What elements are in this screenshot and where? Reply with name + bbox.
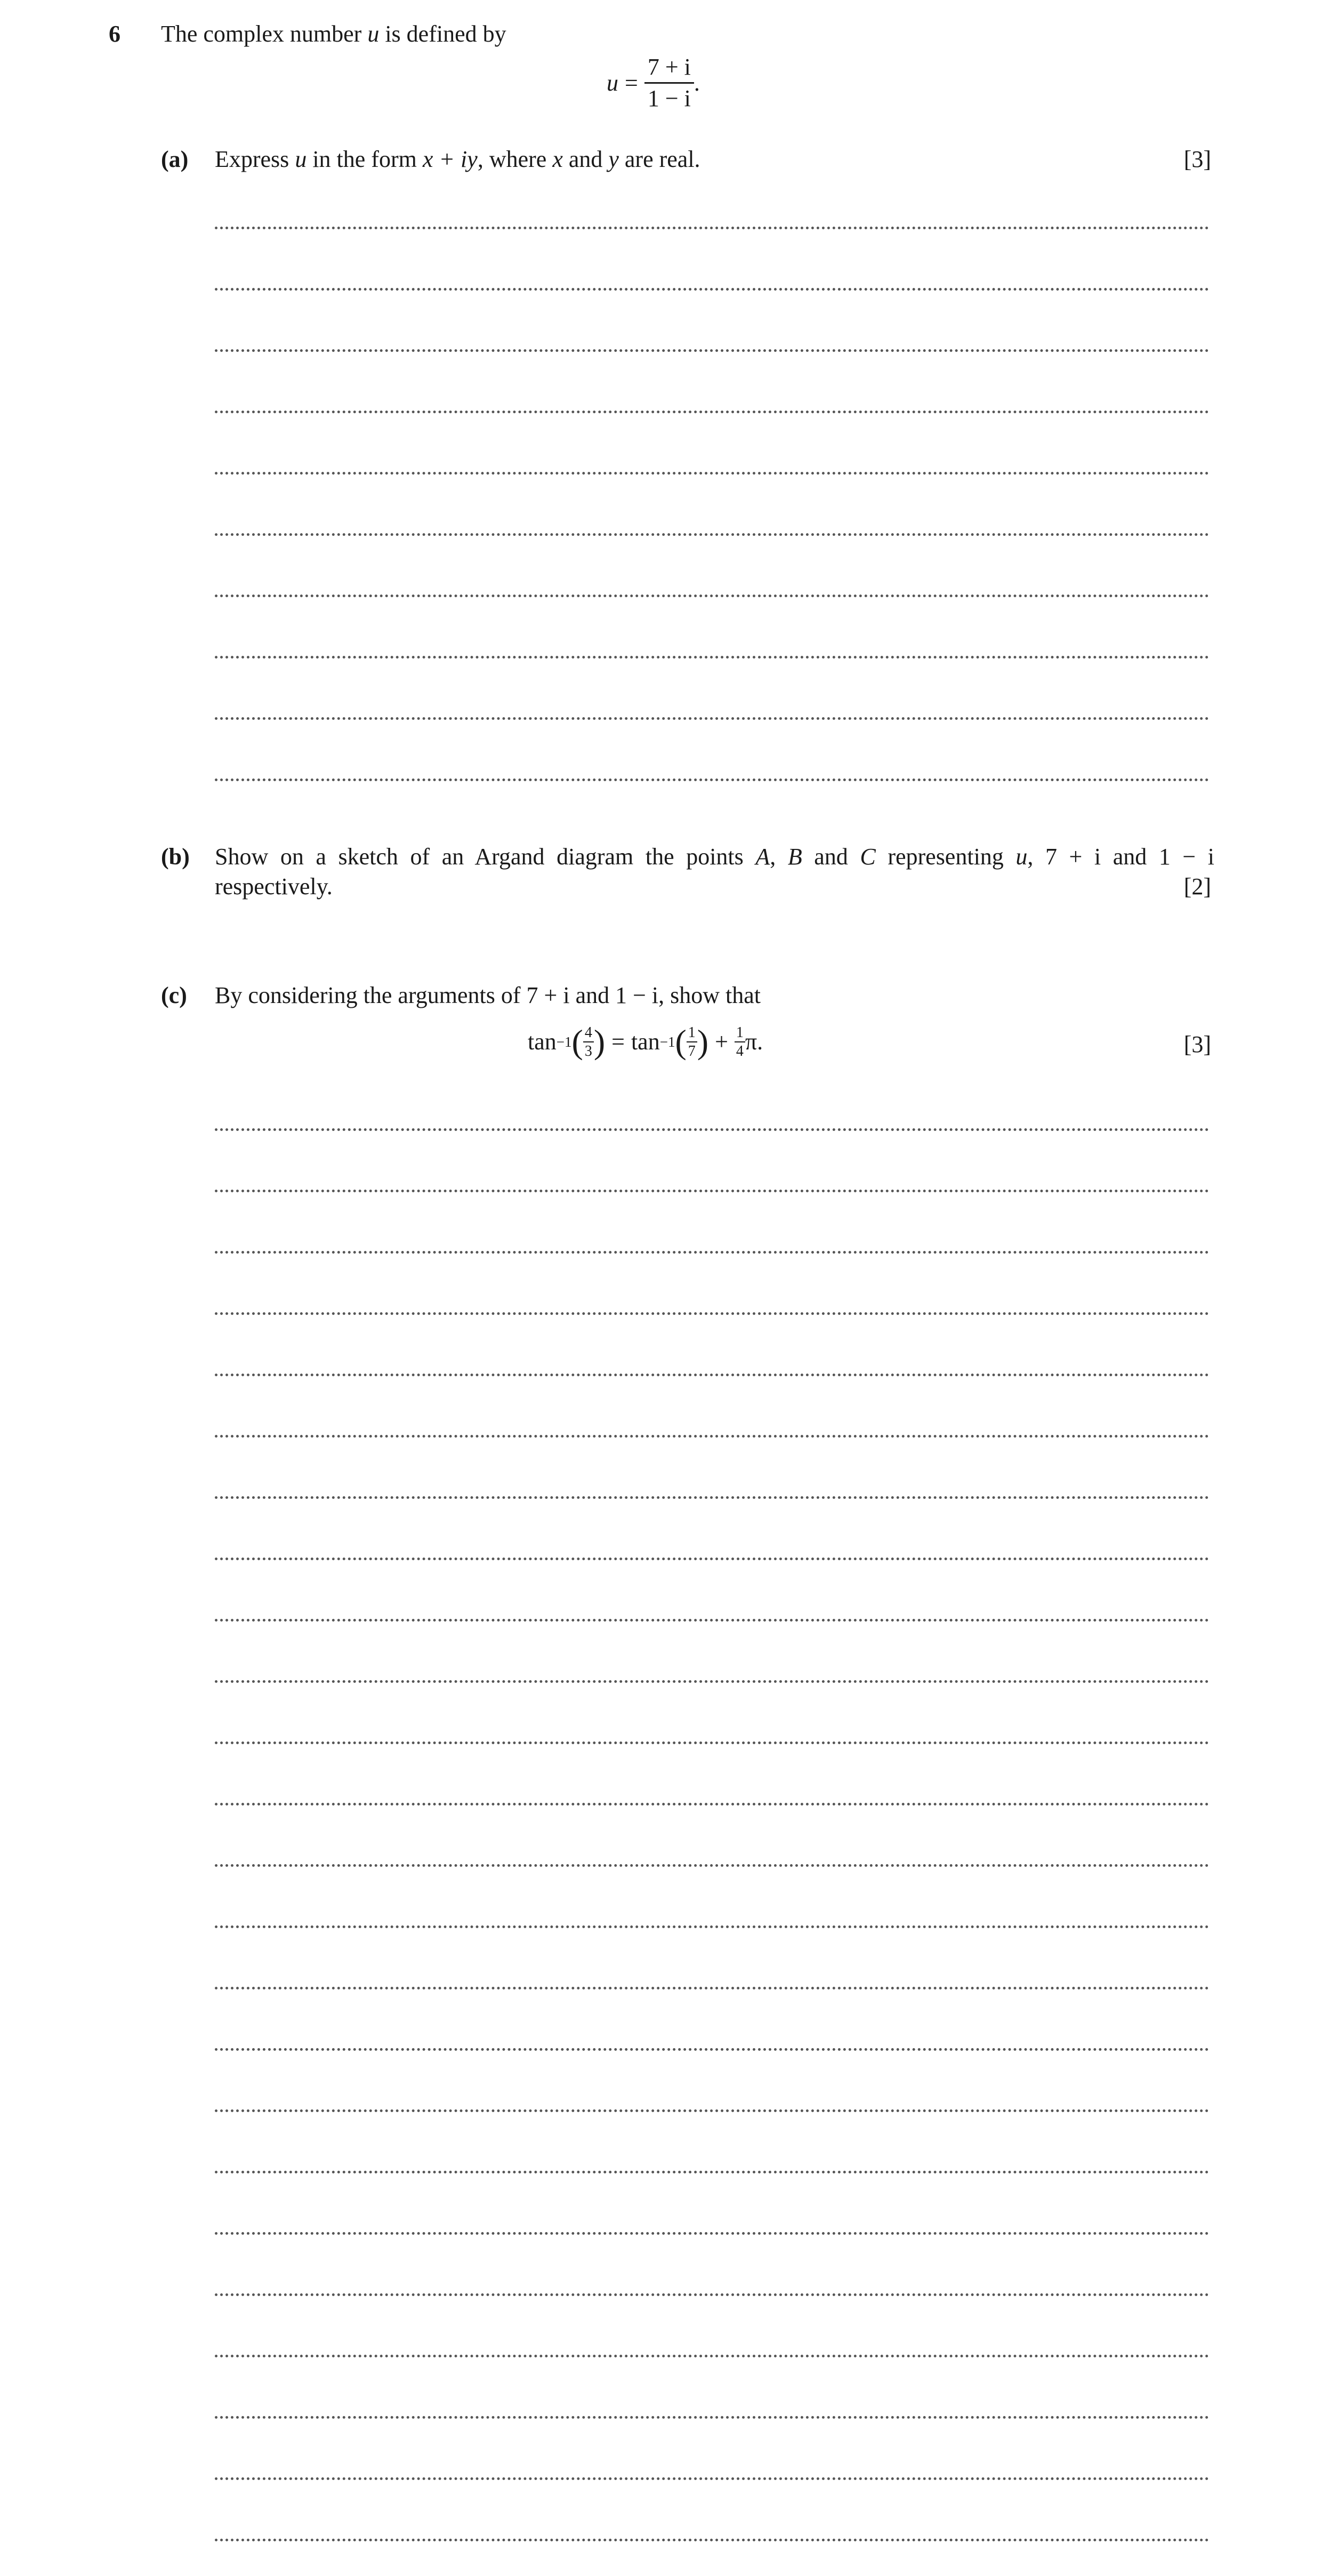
part-b-label: (b) — [161, 844, 190, 870]
part-b-marks: [2] — [1183, 873, 1211, 900]
part-a-marks: [3] — [1183, 146, 1211, 172]
part-a-answer-line[interactable] — [215, 717, 1209, 720]
part-c-answer-line[interactable] — [215, 2109, 1209, 2112]
part-c-equation: tan −1 ( 4 3 ) = tan −1 ( 1 7 ) + $\frac{1}{4}$ π. — [528, 1023, 763, 1061]
definition-equation: u = $\frac{7 + i}{1 - i}$ . — [607, 54, 700, 111]
fraction-4-3: 4 3 — [583, 1025, 594, 1060]
part-c-answer-line[interactable] — [215, 1558, 1209, 1560]
part-c-answer-line[interactable] — [215, 1803, 1209, 1805]
part-b-text-line1: Show on a sketch of an Argand diagram the points A, B and C representing u, 7 + i and 1 − i — [215, 844, 1215, 870]
part-c-answer-line[interactable] — [215, 1987, 1209, 1989]
part-c-answer-line[interactable] — [215, 1619, 1209, 1622]
part-a-label: (a) — [161, 146, 189, 172]
definition-lhs: u — [607, 69, 618, 96]
part-a-answer-line[interactable] — [215, 656, 1209, 659]
part-a-answer-line[interactable] — [215, 533, 1209, 536]
definition-fraction — [644, 55, 694, 110]
part-a-answer-line[interactable] — [215, 349, 1209, 352]
fraction-1-4: $\frac{1}{4}$ — [735, 1025, 745, 1060]
part-c-answer-line[interactable] — [215, 1680, 1209, 1683]
part-c-answer-line[interactable] — [215, 2477, 1209, 2480]
question-intro: The complex number u is defined by — [161, 21, 506, 47]
part-a-answer-line[interactable] — [215, 779, 1209, 781]
part-c-answer-line[interactable] — [215, 1864, 1209, 1867]
part-c-answer-line[interactable] — [215, 2293, 1209, 2296]
part-c-answer-line[interactable] — [215, 2416, 1209, 2419]
part-c-answer-line[interactable] — [215, 1496, 1209, 1499]
part-c-answer-line[interactable] — [215, 2232, 1209, 2235]
part-a-answer-line[interactable] — [215, 227, 1209, 229]
part-c-answer-line[interactable] — [215, 1128, 1209, 1131]
part-a-text: Express u in the form x + iy, where x and y are real. — [215, 146, 700, 172]
fraction-1-7: 1 7 — [687, 1025, 697, 1060]
definition-numerator: 7 + i — [644, 55, 694, 84]
part-c-answer-line[interactable] — [215, 1190, 1209, 1192]
part-c-marks: [3] — [1183, 1031, 1211, 1057]
part-a-answer-line[interactable] — [215, 595, 1209, 597]
part-a-answer-line[interactable] — [215, 288, 1209, 291]
part-c-answer-line[interactable] — [215, 2539, 1209, 2541]
part-c-answer-line[interactable] — [215, 1251, 1209, 1254]
part-c-answer-line[interactable] — [215, 1374, 1209, 1376]
part-c-label: (c) — [161, 982, 187, 1008]
part-c-intro: By considering the arguments of 7 + i and 1 − i, show that — [215, 982, 761, 1008]
part-c-answer-line[interactable] — [215, 1742, 1209, 1744]
part-c-answer-line[interactable] — [215, 1925, 1209, 1928]
part-c-answer-line[interactable] — [215, 2355, 1209, 2357]
definition-denominator: 1 − i — [647, 85, 691, 111]
part-a-answer-line[interactable] — [215, 411, 1209, 413]
part-a-answer-line[interactable] — [215, 472, 1209, 475]
part-c-answer-line[interactable] — [215, 1312, 1209, 1315]
part-c-answer-line[interactable] — [215, 2048, 1209, 2051]
part-c-answer-line[interactable] — [215, 2171, 1209, 2173]
question-number: 6 — [109, 21, 120, 47]
part-c-answer-line[interactable] — [215, 1435, 1209, 1438]
part-b-text-line2: respectively. — [215, 873, 333, 900]
